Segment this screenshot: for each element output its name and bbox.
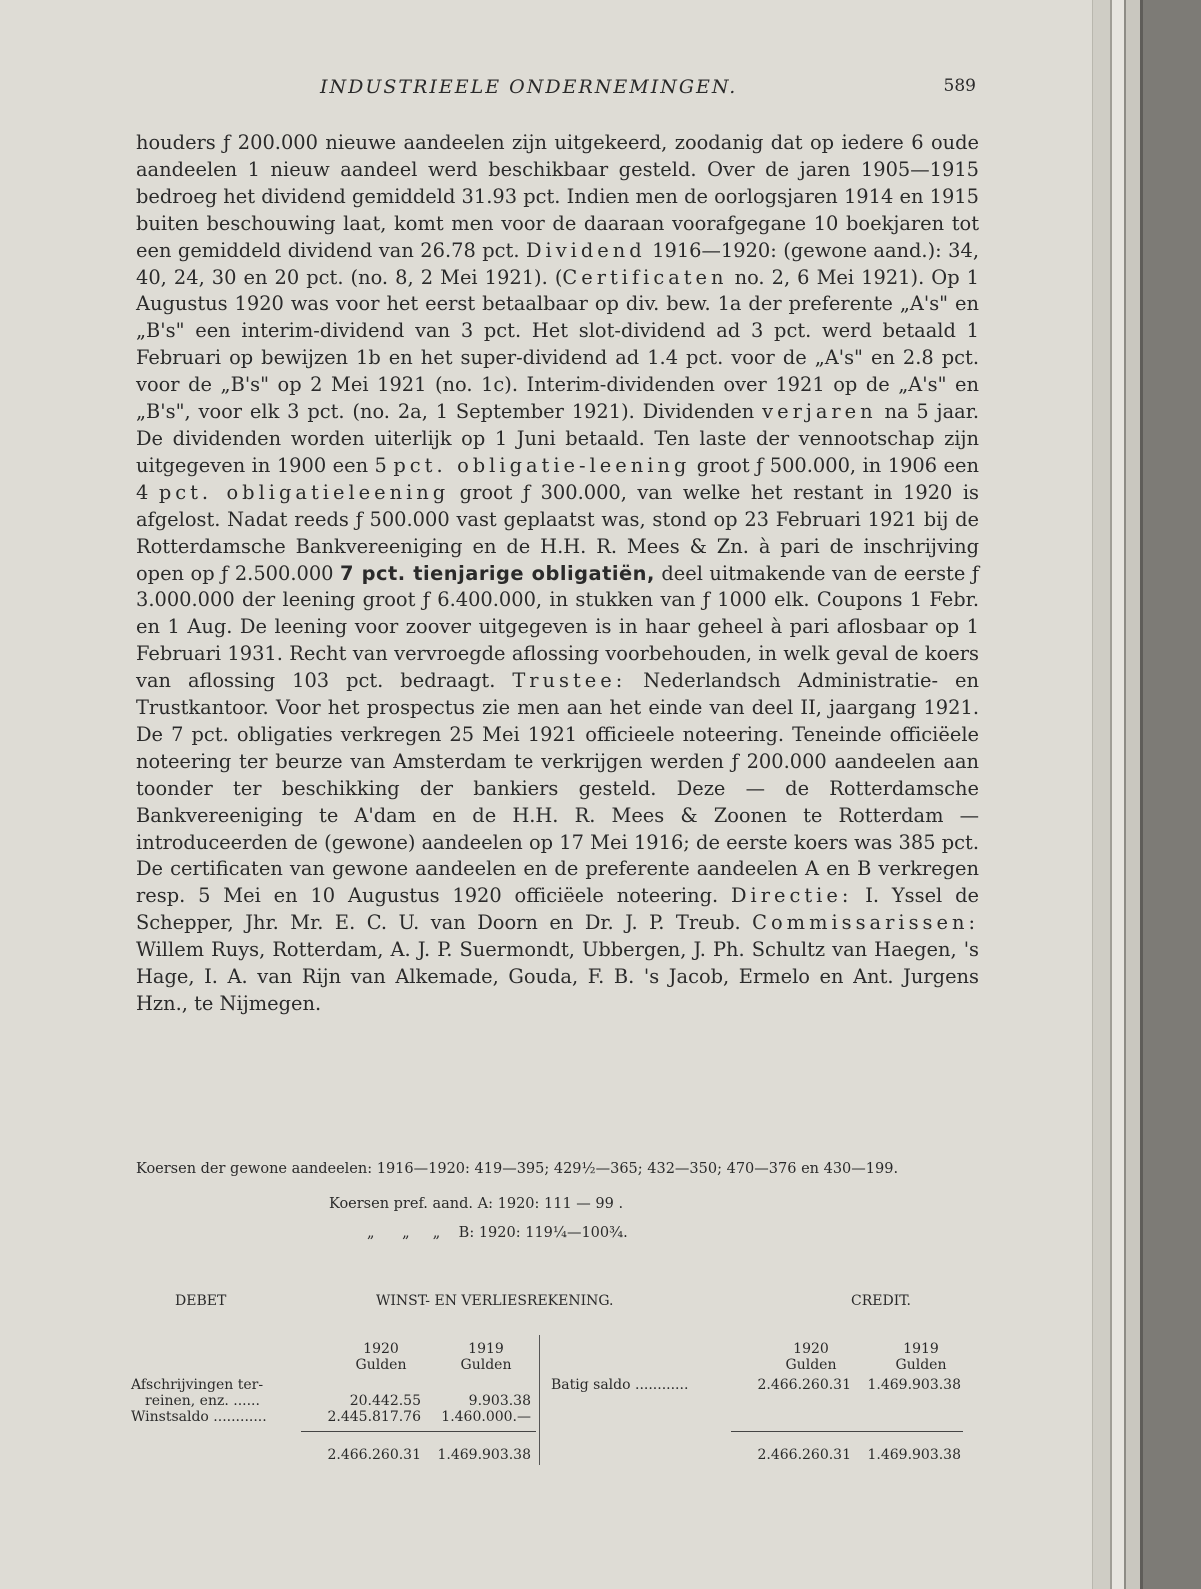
value-cell: 2.445.817.76 bbox=[327, 1409, 421, 1425]
text-run: na 5 jaar. De dividenden worden uiterlijk op 1 Juni betaald. Ten laste der vennootschap zijn uitgegeven in 1900 een 5 bbox=[136, 400, 979, 477]
spaced-label: Certificaten bbox=[562, 265, 728, 289]
total-rule bbox=[301, 1431, 536, 1432]
paragraph bbox=[136, 130, 979, 1018]
spaced-label: Commissarissen: bbox=[752, 911, 979, 935]
total-cell: 1.469.903.38 bbox=[867, 1447, 961, 1463]
bold-phrase: 7 pct. tienjarige obligatiën, bbox=[340, 561, 655, 585]
total-rule bbox=[731, 1431, 963, 1432]
value-cell: 20.442.55 bbox=[349, 1393, 421, 1409]
text-run: Willem Ruys, Rotterdam, A. J. P. Suermondt, Ubbergen, J. Ph. Schultz van Haegen, 's Hage, I. A. van Rijn van Alkemade, Gouda, F. B. 's Jacob, Ermelo en Ant. Jurgens Hzn., te Nijmegen. bbox=[136, 938, 979, 1015]
profit-loss-account bbox=[131, 1293, 965, 1473]
page-edge bbox=[1092, 0, 1111, 1589]
running-header bbox=[320, 76, 976, 102]
year-header: 1919 bbox=[468, 1341, 504, 1357]
account-title: WINST- EN VERLIESREKENING. bbox=[376, 1293, 614, 1309]
spaced-label: Dividend bbox=[525, 238, 646, 262]
row-label: Afschrijvingen ter- bbox=[131, 1377, 264, 1393]
spaced-label: Directie: bbox=[731, 884, 853, 908]
year-header: 1920 bbox=[793, 1341, 829, 1357]
value-cell: 1.469.903.38 bbox=[867, 1377, 961, 1393]
credit-heading: CREDIT. bbox=[851, 1293, 911, 1309]
row-label: Winstsaldo ............ bbox=[131, 1409, 267, 1425]
text-run: 1916—1920: (gewone aand.): 34, 40, 24, 30 en 20 pct. (no. 8, 2 Mei 1921). ( bbox=[136, 238, 980, 289]
text-run: no. 2, 6 Mei 1921). Op 1 Augustus 1920 was voor het eerst betaalbaar op div. bew. 1a der preferente „A's" en „B's" een interim-dividend van 3 pct. Het slot-dividend ad 3 pct. werd betaald 1 Februari op bewijzen 1b en het super-dividend ad 1.4 pct. voor de „A's" en 2.8 pct. voor de „B's" op 2 Mei 1921 (no. 1c). Interim-dividenden over 1921 op de „A's" en „B's", voor elk 3 pct. (no. 2a, 1 September 1921). Dividenden bbox=[136, 265, 979, 424]
spaced-label: Trustee: bbox=[512, 669, 627, 693]
koersen-line: Koersen der gewone aandeelen: 1916—1920: 419—395; 429½—365; 432—350; 470—376 en 430—199. bbox=[136, 1161, 899, 1177]
currency-header: Gulden bbox=[355, 1357, 407, 1373]
text-run: groot ƒ 500.000, in 1906 een 4 bbox=[136, 453, 979, 504]
year-header: 1920 bbox=[363, 1341, 399, 1357]
row-label: Batig saldo ............ bbox=[551, 1377, 689, 1393]
total-cell: 2.466.260.31 bbox=[757, 1447, 851, 1463]
year-header: 1919 bbox=[903, 1341, 939, 1357]
text-run: deel uitmakende van de eerste ƒ 3.000.000 der leening groot ƒ 6.400.000, in stukken van ƒ 1000 elk. Coupons 1 Febr. en 1 Aug. De leening voor zoover uitgegeven is in haar geheel à pari aflosbaar op 1 Februari 1931. Recht van vervroegde aflossing voorbehouden, in welk geval de koers van aflossing 103 pct. bedraagt. bbox=[136, 561, 979, 693]
body-text bbox=[136, 130, 979, 1018]
text-run: groot ƒ 300.000, van welke het restant in 1920 is afgelost. Nadat reeds ƒ 500.000 vast geplaatst was, stond op 23 Februari 1921 bij de Rotterdamsche Bankvereeniging en de H.H. R. Mees & Zn. à pari de inschrijving open op ƒ 2.500.000 bbox=[136, 480, 979, 585]
currency-header: Gulden bbox=[785, 1357, 837, 1373]
debet-heading: DEBET bbox=[175, 1293, 227, 1309]
column-divider bbox=[539, 1335, 540, 1465]
text-run: I. Yssel de Schepper, Jhr. Mr. E. C. U. van Doorn en Dr. J. P. Treub. bbox=[136, 884, 979, 935]
value-cell: 9.903.38 bbox=[468, 1393, 531, 1409]
spaced-label: verjaren bbox=[762, 400, 877, 424]
koersen-line: „ „ „ B: 1920: 119¼—100¾. bbox=[367, 1225, 628, 1241]
currency-header: Gulden bbox=[895, 1357, 947, 1373]
book-binding bbox=[1140, 0, 1201, 1589]
text-run: houders ƒ 200.000 nieuwe aandeelen zijn uitgekeerd, zoodanig dat op iedere 6 oude aandeelen 1 nieuw aandeel werd beschikbaar gesteld. Over de jaren 1905—1915 bedroeg het dividend gemiddeld 31.93 pct. Indien men de oorlogsjaren 1914 en 1915 buiten beschouwing laat, komt men voor de daaraan voorafgegane 10 boekjaren tot een gemiddeld dividend van 26.78 pct. bbox=[136, 131, 979, 262]
value-cell: 1.460.000.— bbox=[441, 1409, 531, 1425]
spaced-label: pct. obligatieleening bbox=[158, 480, 450, 504]
koersen-line: Koersen pref. aand. A: 1920: 111 — 99 . bbox=[329, 1196, 624, 1212]
header-title: INDUSTRIEELE ONDERNEMINGEN. bbox=[320, 76, 738, 98]
page-number: 589 bbox=[943, 76, 976, 96]
currency-header: Gulden bbox=[460, 1357, 512, 1373]
spaced-label: pct. obligatie-leening bbox=[393, 453, 691, 477]
text-run: Nederlandsch Administratie- en Trustkantoor. Voor het prospectus zie men aan het einde van deel II, jaargang 1921. De 7 pct. obligaties verkregen 25 Mei 1921 officieele noteering. Teneinde officiëele noteering ter beurze van Amsterdam te verkrijgen werden ƒ 200.000 aandeelen aan toonder ter beschikking der bankiers gesteld. Deze — de Rotterdamsche Bankvereeniging te A'dam en de H.H. R. Mees & Zoonen te Rotterdam — introduceerden de (gewone) aandeelen op 17 Mei 1916; de eerste koers was 385 pct. De certificaten van gewone aandeelen en de preferente aandeelen A en B verkregen resp. 5 Mei en 10 Augustus 1920 officiëele noteering. bbox=[136, 669, 979, 908]
total-cell: 1.469.903.38 bbox=[437, 1447, 531, 1463]
row-label: reinen, enz. ...... bbox=[145, 1393, 260, 1409]
total-cell: 2.466.260.31 bbox=[327, 1447, 421, 1463]
value-cell: 2.466.260.31 bbox=[757, 1377, 851, 1393]
